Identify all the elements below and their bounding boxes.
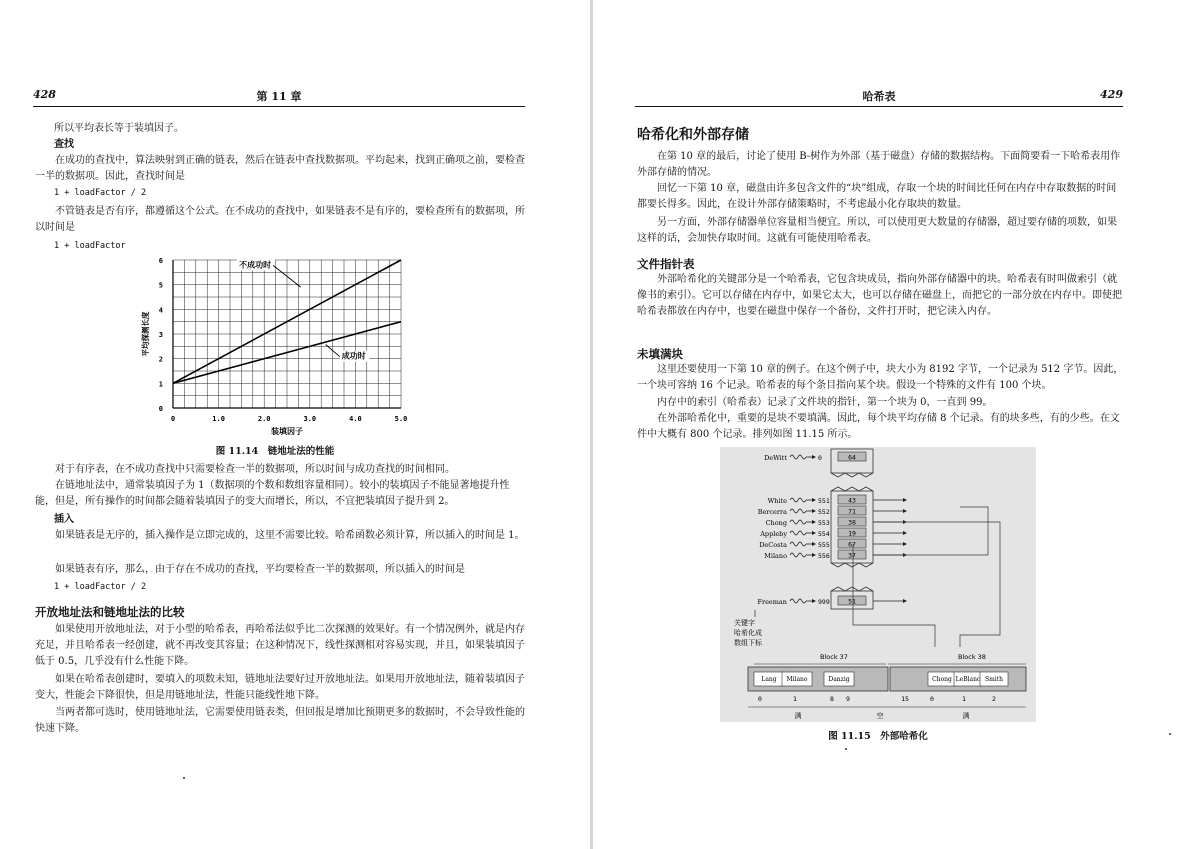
para-compare-3: 当两者都可选时，使用链地址法，它需要使用链表类，但回报是增加比预期更多的数据时，不会导致性能的快速下降。 [35,707,525,734]
para-compare-2: 如果在哈希表创建时，要填入的项数未知，链地址法要好过开放地址法。如果用开放地址法，随着装填因子变大，性能会下降很快，但是用链地址法，性能只能线性地下降。 [35,674,525,701]
slot-index: 9 [846,695,850,703]
para-ordered: 对于有序表，在不成功查找中只需要检查一半的数据项，所以时间与成功查找的时间相同。 [55,464,455,475]
array-index: 555 [818,541,830,549]
figure-11-15-caption: 图 11.15 外部哈希化 [828,731,928,742]
array-cell-value: 71 [848,507,856,516]
range-label: 满 [794,712,802,720]
para-nonfull-2: 内存中的索引（哈希表）记录了文件块的指针，第一个块为 0，一直到 99。 [657,397,993,408]
y-tick-label: 0 [158,405,163,413]
para-search: 在成功的查找中，算法映射到正确的链表，然后在链表中查找数据项。平均起来，找到正确项之前，要检查一半的数据项。因此，查找时间是 [35,155,525,182]
para-2: 回忆一下第 10 章，磁盘由许多包含文件的“块”组成，存取一个块的时间比任何在内存中存取数据的时间都要长得多。因此，在设计外部存储策略时，不考虑最小化存取块的数量。 [637,183,1117,210]
left-page [0,0,590,849]
array-index: 551 [818,497,830,505]
slot-index: 1 [962,695,966,703]
para-3: 另一方面，外部存储器单位容量相当便宜。所以，可以使用更大数量的存储器，超过要存储的项数，如果这样的话，会加快存取时间。这就有可能使用哈希表。 [637,217,1117,244]
record-name: Danzig [828,676,850,683]
section-title: 哈希化和外部存储 [637,127,749,143]
formula-3: 1 + loadFactor / 2 [54,582,147,592]
y-tick-label: 5 [158,281,163,290]
key-name: Freeman [757,598,787,606]
page-number: 429 [1100,88,1123,101]
annotation-text: 关键字 [734,619,755,627]
series-label: 成功时 [341,351,366,361]
para-insert-2: 如果链表有序，那么，由于存在不成功的查找，平均要检查一半的数据项，所以插入的时间是 [55,564,465,575]
x-tick-label: 0 [170,415,176,423]
slot-index: 2 [992,695,996,703]
array-cell-value: 64 [848,453,856,462]
para-nonfull-1: 这里还要使用一下第 10 章的例子。在这个例子中，块大小为 8192 字节，一个记录为 512 字节。因此，一个块可容纳 16 个记录。哈希表的每个条目指向某个块。假设一个特殊的文件有 100 个块。 [637,364,1124,391]
block-label: Block 38 [958,653,986,661]
para-loadfactor: 在链地址法中，通常装填因子为 1（数据项的个数和数组容量相同）。较小的装填因子不能显著地提升性能，但是，所有操作的时间都会随着装填因子的变大而增长，所以，不宜把装填因子提升到 2。 [35,480,510,507]
x-axis-label: 装填因子 [271,427,303,436]
x-tick-label: 5.0 [394,415,408,423]
y-axis-label: 平均探测长度 [141,311,150,357]
y-tick-label: 3 [158,331,163,339]
array-cell-value: 38 [848,518,856,527]
key-name: Milano [764,552,787,560]
x-tick-label: 1.0 [212,415,225,423]
record-name: Lang [761,676,777,683]
scan-speck [183,777,185,779]
range-label: 空 [876,712,884,720]
heading-file-pointer: 文件指针表 [637,257,695,271]
key-name: DeCosta [759,541,787,549]
para-compare-1: 如果使用开放地址法，对于小型的哈希表，再哈希法似乎比二次探测的效果好。有一个情况例外，就是内存充足，并且哈希表一经创建，就不再改变其容量；在这种情况下，线性探测相对容易实现，并且，如果装填因子低于 0.5，几乎没有什么性能下降。 [35,624,525,667]
x-tick-label: 3.0 [303,415,317,423]
slot-index: 8 [830,695,834,703]
range-label: 满 [962,712,970,720]
running-head: 哈希表 [862,90,896,103]
slot-index: 0 [930,695,934,703]
slot-index: 1 [793,695,797,703]
slot-index: 15 [901,695,909,703]
array-cell-value: 43 [848,496,856,505]
right-page-header [635,88,1123,107]
array-index: 999 [818,598,830,606]
section-compare-title: 开放地址法和链地址法的比较 [35,605,185,619]
series-label: 不成功时 [239,260,272,270]
intro-line: 所以平均表长等于装填因子。 [54,123,184,134]
array-cell-value: 51 [848,597,856,606]
para-1: 在第 10 章的最后，讨论了使用 B-树作为外部（基于磁盘）存储的数据结构。下面简要看一下哈希表用作外部存储的情况。 [637,151,1121,178]
formula-1: 1 + loadFactor / 2 [54,188,147,198]
running-head: 第 11 章 [256,90,302,103]
heading-search: 查找 [54,139,74,150]
y-tick-label: 1 [158,380,163,389]
array-index: 0 [818,454,822,462]
array-cell-value: 37 [848,551,856,560]
key-name: Chong [765,519,787,527]
record-name: Milano [786,676,808,683]
key-name: Bercerra [757,508,787,516]
y-tick-label: 2 [158,355,163,364]
key-name: White [767,497,787,505]
para-insert-1: 如果链表是无序的，插入操作是立即完成的，这里不需要比较。哈希函数必须计算，所以插入的时间是 1。 [55,530,525,541]
x-tick-label: 4.0 [349,415,362,423]
para-unsuccessful: 不管链表是否有序，都遵循这个公式。在不成功的查找中，如果链表不是有序的，要检查所有的数据项，所以时间是 [35,206,525,233]
slot-index: 0 [758,695,762,703]
record-name: LeBlanc [955,676,981,683]
left-page-header [33,88,525,107]
scan-speck [1169,733,1171,735]
figure-11-14-chart [138,252,406,440]
figure-11-15-diagram [720,447,1036,722]
record-name: Chong [932,676,952,683]
array-index: 554 [818,530,830,538]
annotation-text: 哈希化成 [734,629,762,637]
para-nonfull-3: 在外部哈希化中，重要的是块不要填满。因此，每个块平均存储 8 个记录。有的块多些，有的少些。在文件中大概有 800 个记录。排列如图 11.15 所示。 [637,413,1120,440]
array-index: 556 [818,552,830,560]
block-label: Block 37 [820,653,848,661]
record-name: Smith [985,676,1003,683]
formula-2: 1 + loadFactor [54,241,126,251]
array-cell-value: 19 [848,529,856,538]
array-cell-value: 67 [848,540,856,549]
annotation-text: 数组下标 [734,639,762,647]
figure-11-14-caption: 图 11.14 链地址法的性能 [215,446,335,457]
scan-speck [845,748,847,750]
heading-insert: 插入 [54,514,74,525]
array-index: 552 [818,508,830,516]
page-number: 428 [33,88,56,101]
heading-nonfull: 未填满块 [637,347,683,361]
key-name: Appleby [760,530,787,538]
key-name: DeWitt [764,454,787,462]
x-tick-label: 2.0 [257,415,271,423]
right-page [593,0,1193,849]
y-tick-label: 4 [158,306,163,315]
para-file-pointer: 外部哈希化的关键部分是一个哈希表，它包含块成员，指向外部存储器中的块。哈希表有时叫做索引（就像书的索引）。它可以存储在内存中，如果它太大，也可以存储在磁盘上，而把它的一部分放在内存中。即使把哈希表都放在内存中，也要在磁盘中保存一个备份，文件打开时，把它读入内存。 [637,274,1122,317]
y-tick-label: 6 [158,257,163,265]
array-index: 553 [818,519,830,527]
